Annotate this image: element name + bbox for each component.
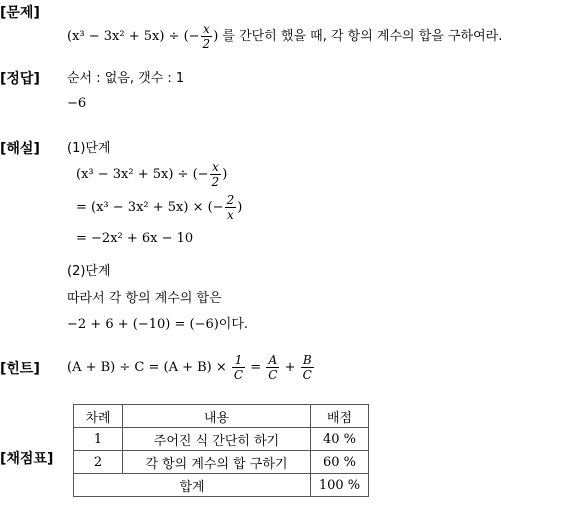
solution-step2-expr: −2 + 6 + (−10) = (−6)이다. xyxy=(67,317,249,332)
table-row xyxy=(74,428,369,451)
rubric-total-label: 합계 xyxy=(74,474,311,497)
answer-order-line: 순서 : 없음, 갯수 : 1 xyxy=(67,71,185,86)
rubric-table xyxy=(73,404,369,497)
rubric-total-value: 100 % xyxy=(311,474,369,497)
rubric-row2-order: 2 xyxy=(74,451,123,474)
problem-expr: (x³ − 3x² + 5x) ÷ (− xyxy=(67,29,200,44)
hint-expr: (A + B) ÷ C = (A + B) × $\frac{1}{C}$ = $\frac{A}{C}$ + $\frac{B}{C}$ xyxy=(67,353,312,382)
answer-label: [정답] xyxy=(0,71,40,87)
rubric-label: [채점표] xyxy=(0,451,54,467)
rubric-header-content: 내용 xyxy=(123,405,311,428)
rubric-row2-score: 60 % xyxy=(311,451,369,474)
problem-fraction: $\frac{x}{2}$ xyxy=(202,22,211,51)
rubric-header-row xyxy=(74,405,369,428)
hint-label: [힌트] xyxy=(0,361,40,377)
rubric-total-row xyxy=(74,474,369,497)
rubric-row2-content: 각 항의 계수의 합 구하기 xyxy=(123,451,311,474)
solution-step1-line2: = (x³ − 3x² + 5x) × (− $\frac{2}{x}$ ) xyxy=(76,193,243,222)
solution-label: [해설] xyxy=(0,141,40,157)
solution-step1-line1: (x³ − 3x² + 5x) ÷ (− $\frac{x}{2}$ ) xyxy=(76,160,228,189)
problem-expr-close: ) xyxy=(213,29,219,44)
solution-step2-text: 따라서 각 항의 계수의 합은 xyxy=(67,291,222,306)
answer-value: −6 xyxy=(67,96,87,111)
problem-label: [문제] xyxy=(0,5,40,21)
solution-step2-label: (2)단계 xyxy=(67,264,111,279)
rubric-row1-score: 40 % xyxy=(311,428,369,451)
rubric-header-score: 배점 xyxy=(311,405,369,428)
problem-line xyxy=(67,22,502,51)
rubric-row1-content: 주어진 식 간단히 하기 xyxy=(123,428,311,451)
problem-text: 를 간단히 했을 때, 각 항의 계수의 합을 구하여라. xyxy=(222,29,503,44)
rubric-header-order: 차례 xyxy=(74,405,123,428)
solution-step1-label: (1)단계 xyxy=(67,141,111,156)
solution-step1-line3: = −2x² + 6x − 10 xyxy=(76,231,194,246)
table-row xyxy=(74,451,369,474)
rubric-row1-order: 1 xyxy=(74,428,123,451)
